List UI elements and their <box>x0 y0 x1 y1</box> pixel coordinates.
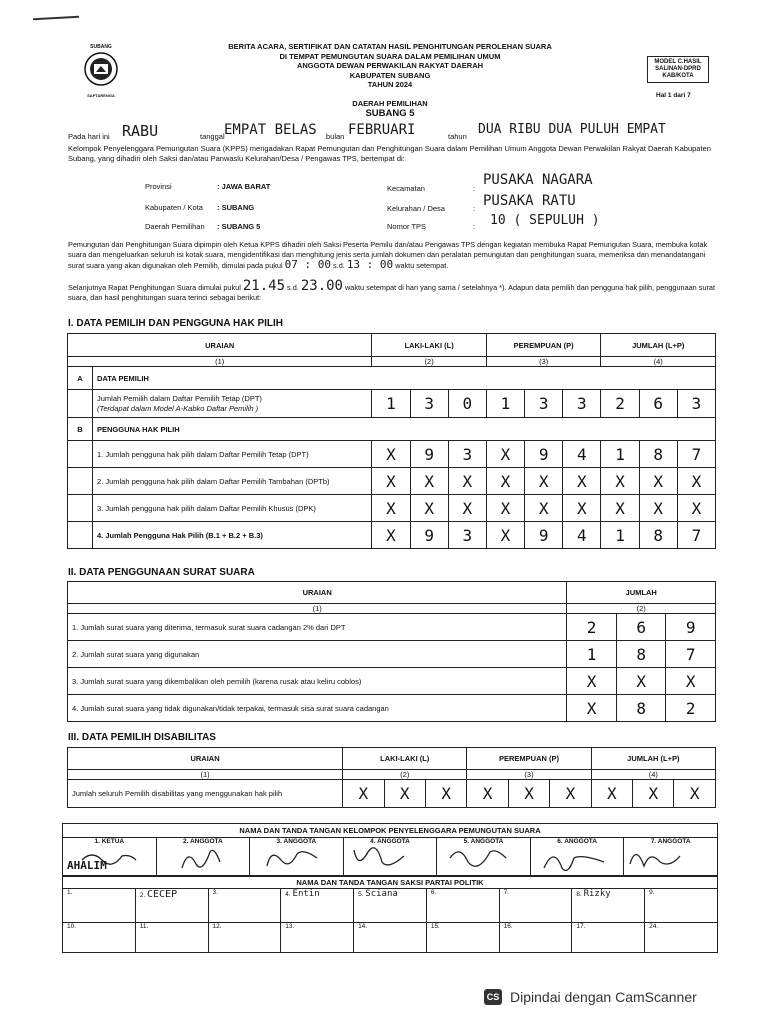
digit-cell: 9 <box>410 441 448 468</box>
saksi-slot <box>63 923 136 953</box>
digit-cell: 8 <box>639 441 677 468</box>
digit-cell: X <box>677 495 715 522</box>
row-b-title: PENGGUNA HAK PILIH <box>93 418 716 441</box>
intro-line <box>68 122 718 142</box>
saksi-slot <box>572 889 645 923</box>
saksi-num: 16. <box>503 923 513 930</box>
role-label: 3. ANGGOTA <box>250 838 344 876</box>
digit-cell: 4 <box>563 522 601 549</box>
loc-dapil-value: : SUBANG 5 <box>217 222 261 231</box>
digit-cell: X <box>550 780 591 808</box>
saksi-slot <box>354 923 427 953</box>
row-text: 4. Jumlah surat suara yang tidak digunakan/tidak terpakai, termasuk sisa surat suara cadangan <box>68 695 567 722</box>
digit-cell: 3 <box>677 390 715 418</box>
row-text: 1. Jumlah surat suara yang diterima, termasuk surat suara cadangan 2% dari DPT <box>68 614 567 641</box>
prov-label: Provinsi <box>145 182 172 191</box>
col-jumlah-2: JUMLAH <box>567 582 716 604</box>
intro-date: EMPAT BELAS <box>224 122 317 138</box>
logo-text-bottom: SAPTARENGA <box>87 93 115 98</box>
saksi-slot <box>645 923 718 953</box>
digit-cell: 3 <box>448 522 486 549</box>
role-label: 5. ANGGOTA <box>437 838 531 876</box>
row-text: 1. Jumlah pengguna hak pilih dalam Daftar Pemilih Tetap (DPT) <box>93 441 372 468</box>
col-laki-3: LAKI-LAKI (L) <box>343 748 467 770</box>
saksi-slot <box>645 889 718 923</box>
digit-cell: X <box>674 780 716 808</box>
count-tail: waktu setempat di hari yang sama / setelahnya *). Adapun data pemilih dan pengguna hak pilih, penggunaan surat suara, dan hasil penghitungan suara terinci sebagai berikut: <box>68 283 715 302</box>
saksi-num: 13. <box>285 923 295 930</box>
logo-text-top: SUBANG <box>90 44 112 50</box>
row-text: 2. Jumlah pengguna hak pilih dalam Daftar Pemilih Tambahan (DPTb) <box>93 468 372 495</box>
dapil-value: SUBANG 5 <box>365 107 415 119</box>
digit-cell: 8 <box>616 641 666 668</box>
sd-label: s.d. <box>333 261 345 270</box>
opening-paragraph <box>68 240 718 271</box>
digit-cell: X <box>633 780 674 808</box>
digit-cell: X <box>448 495 486 522</box>
digit-cell: X <box>591 780 632 808</box>
kel-value: PUSAKA RATU <box>483 193 576 209</box>
row-b-label: B <box>68 418 93 441</box>
count-paragraph <box>68 278 718 303</box>
digit-cell: 8 <box>639 522 677 549</box>
document-title <box>180 42 600 90</box>
digit-cell: X <box>601 495 639 522</box>
saksi-slot <box>572 923 645 953</box>
kab-label: Kabupaten / Kota <box>145 203 203 212</box>
col-perempuan-3: PEREMPUAN (P) <box>467 748 591 770</box>
saksi-title: NAMA DAN TANDA TANGAN SAKSI PARTAI POLITIK <box>63 877 718 889</box>
role-label: 6. ANGGOTA <box>530 838 624 876</box>
section-3-title: III. DATA PEMILIH DISABILITAS <box>68 732 216 743</box>
digit-cell: X <box>639 495 677 522</box>
saksi-name: Rizky <box>583 889 611 899</box>
role-label: 7. ANGGOTA <box>624 838 718 876</box>
opening-text: Pemungutan dan Penghitungan Suara dipimpin oleh Ketua KPPS dihadiri oleh Saksi Peserta Pemilu dan/atau Pengawas TPS dengan kegiatan membuka Rapat Pemungutan Suara, membuka kotak suara dan mengeluarkan seluruh isi kotak suara, mengidentifikasi dan menghitung jenis serta jumlah dokumen dan peralatan pemungutan dan penghitungan suara, memeriksa dan menandatangani surat suara yang akan digunakan oleh Pemilih, dimulai pada pukul <box>68 240 708 270</box>
saksi-slot <box>426 923 499 953</box>
digit-cell: 3 <box>410 390 448 418</box>
num-4: (4) <box>601 357 716 367</box>
row-text: 3. Jumlah pengguna hak pilih dalam Daftar Pemilih Khusus (DPK) <box>93 495 372 522</box>
digit-cell: 1 <box>601 441 639 468</box>
dapil-label: DAERAH PEMILIHAN <box>352 99 428 108</box>
col-uraian: URAIAN <box>68 334 372 357</box>
digit-cell: 3 <box>525 390 563 418</box>
col-uraian-2: URAIAN <box>68 582 567 604</box>
saksi-slot <box>135 923 208 953</box>
table-row <box>68 614 716 641</box>
saksi-num: 7. <box>503 889 510 896</box>
intro-paragraph: Kelompok Penyelenggara Pemungutan Suara (KPPS) mengadakan Rapat Pemungutan dan Penghitungan Suara dalam Pemilihan Umum Anggota Dewan Perwakilan Rakyat Daerah Kabupaten Subang, yang dihadiri oleh Saksi dan/atau Panwaslu Kelurahan/Desa / Pengawas TPS, bertempat di: <box>68 144 711 163</box>
dpt-row <box>68 390 716 418</box>
table-data-pemilih <box>67 333 716 549</box>
saksi-num: 3. <box>212 889 218 896</box>
digit-cell: X <box>410 468 448 495</box>
digit-cell: X <box>448 468 486 495</box>
signature-7 <box>630 854 680 866</box>
digit-cell: 7 <box>677 522 715 549</box>
saksi-num: 24. <box>649 923 659 930</box>
count-start: 21.45 <box>242 278 286 294</box>
digit-cell: 6 <box>639 390 677 418</box>
saksi-num: 9. <box>649 889 655 896</box>
dpt-note: (Terdapat dalam Model A-Kabko Daftar Pemilih ) <box>97 403 259 413</box>
digit-cell: 1 <box>601 522 639 549</box>
table-row <box>68 522 716 549</box>
saksi-slot <box>499 889 572 923</box>
waktu-label: waktu setempat. <box>395 261 449 270</box>
model-box: MODEL C.HASIL SALINAN-DPRD KAB/KOTA <box>647 56 709 83</box>
digit-cell: X <box>601 468 639 495</box>
saksi-slot <box>354 889 427 923</box>
digit-cell: 0 <box>448 390 486 418</box>
col-uraian-3: URAIAN <box>68 748 343 770</box>
digit-cell: 2 <box>567 614 617 641</box>
digit-cell: X <box>372 495 410 522</box>
digit-cell: 1 <box>372 390 410 418</box>
title-line-1: BERITA ACARA, SERTIFIKAT DAN CATATAN HASIL PENGHITUNGAN PEROLEHAN SUARA <box>228 42 552 51</box>
digit-cell: X <box>508 780 549 808</box>
intro-year: DUA RIBU DUA PULUH EMPAT <box>478 122 666 137</box>
row-a-label: A <box>68 367 93 390</box>
digit-cell: 7 <box>677 441 715 468</box>
saksi-num: 2. <box>139 892 146 899</box>
signature-3 <box>267 852 317 866</box>
num-3-3: (3) <box>467 770 591 780</box>
scan-mark <box>33 16 79 20</box>
start-time: 07 : 00 <box>284 258 331 271</box>
kec-value: PUSAKA NAGARA <box>483 172 593 188</box>
digit-cell: 9 <box>525 441 563 468</box>
role-label: 4. ANGGOTA <box>343 838 437 876</box>
loc-dapil-label: Daerah Pemilihan <box>145 222 205 231</box>
digit-cell: X <box>486 441 524 468</box>
table-disabilitas <box>67 747 716 808</box>
num-1: (1) <box>68 357 372 367</box>
digit-cell: X <box>567 668 617 695</box>
intro-label-hari: Pada hari ini <box>68 132 110 141</box>
camscanner-icon: CS <box>484 989 502 1005</box>
saksi-slot <box>208 923 281 953</box>
table-row <box>68 495 716 522</box>
table-row <box>68 441 716 468</box>
saksi-num: 17. <box>576 923 586 930</box>
intro-day: RABU <box>122 122 159 140</box>
kpps-signatures <box>62 838 718 878</box>
digit-cell: 7 <box>666 641 716 668</box>
digit-cell: X <box>372 441 410 468</box>
kec-label: Kecamatan <box>387 184 425 193</box>
tps-value: 10 ( SEPULUH ) <box>490 213 600 228</box>
digit-cell: X <box>372 468 410 495</box>
saksi-num: 11. <box>139 923 149 930</box>
digit-cell: X <box>486 468 524 495</box>
saksi-num: 5. <box>358 891 364 898</box>
saksi-num: 6. <box>430 889 437 896</box>
location-block: Provinsi : JAWA BARAT Kabupaten / Kota : SUBANG Daerah Pemilihan : SUBANG 5 Kecamatan : PUSAKA NAGARA Kelurahan / Desa : PUSAKA RATU Nomor TPS : 10 ( SEPULUH ) <box>145 172 600 231</box>
digit-cell: 4 <box>563 441 601 468</box>
kab-value: : SUBANG <box>217 203 255 212</box>
saksi-num: 10. <box>67 923 77 930</box>
saksi-num: 1. <box>67 889 73 896</box>
camscanner-footer <box>478 983 756 1013</box>
saksi-name: Entin <box>292 889 320 899</box>
row-a-title: DATA PEMILIH <box>93 367 716 390</box>
saksi-slot <box>281 923 354 953</box>
row-text: 4. Jumlah Pengguna Hak Pilih (B.1 + B.2 + B.3) <box>93 522 372 549</box>
role-label: 2. ANGGOTA <box>156 838 250 876</box>
prov-value: : JAWA BARAT <box>217 182 271 191</box>
saksi-name: Sciana <box>365 889 398 899</box>
saksi-num: 14. <box>358 923 368 930</box>
saksi-slot <box>499 923 572 953</box>
signature-1 <box>82 855 136 864</box>
kpu-emblem-icon <box>84 50 118 88</box>
digit-cell: 1 <box>567 641 617 668</box>
digit-cell: X <box>563 495 601 522</box>
saksi-num: 8. <box>576 891 582 898</box>
kpu-logo <box>80 44 122 106</box>
digit-cell: 2 <box>601 390 639 418</box>
title-line-4: KABUPATEN SUBANG <box>349 70 431 80</box>
signature-5 <box>450 851 506 866</box>
section-2-title: II. DATA PENGGUNAAN SURAT SUARA <box>68 567 255 578</box>
digit-cell: X <box>525 468 563 495</box>
digit-cell: X <box>410 495 448 522</box>
role-label: 1. KETUA <box>94 838 125 845</box>
signature-6 <box>544 857 604 871</box>
table-row <box>68 780 716 808</box>
table-row <box>68 641 716 668</box>
digit-cell: 9 <box>666 614 716 641</box>
table-row <box>68 695 716 722</box>
col-jumlah-3: JUMLAH (L+P) <box>591 748 715 770</box>
saksi-slot <box>208 889 281 923</box>
num-3: (3) <box>486 357 601 367</box>
row-text: 2. Jumlah surat suara yang digunakan <box>68 641 567 668</box>
title-line-2: DI TEMPAT PEMUNGUTAN SUARA DALAM PEMILIHAN UMUM <box>279 51 501 61</box>
count-end: 23.00 <box>300 278 343 294</box>
digit-cell: 3 <box>563 390 601 418</box>
col-laki: LAKI-LAKI (L) <box>372 334 487 357</box>
dpt-text: Jumlah Pemilih dalam Daftar Pemilih Tetap (DPT) <box>97 393 262 403</box>
table-row <box>68 468 716 495</box>
intro-month: FEBRUARI <box>348 122 416 138</box>
digit-cell: X <box>639 468 677 495</box>
digit-cell: 1 <box>486 390 524 418</box>
digit-cell: X <box>666 668 716 695</box>
ketua-name: AHALIM <box>67 859 107 872</box>
num-2: (2) <box>372 357 487 367</box>
digit-cell: X <box>425 780 466 808</box>
saksi-name: CECEP <box>147 889 178 900</box>
section-1-title: I. DATA PEMILIH DAN PENGGUNA HAK PILIH <box>68 318 283 329</box>
camscanner-text: Dipindai dengan CamScanner <box>510 989 697 1005</box>
digit-cell: X <box>563 468 601 495</box>
digit-cell: 8 <box>616 695 666 722</box>
intro-label-tanggal: tanggal <box>200 132 225 141</box>
intro-label-bulan: bulan <box>326 132 345 141</box>
intro-label-tahun: tahun <box>448 132 467 141</box>
title-line-3: ANGGOTA DEWAN PERWAKILAN RAKYAT DAERAH <box>296 61 484 70</box>
end-time: 13 : 00 <box>346 258 394 271</box>
digit-cell: X <box>567 695 617 722</box>
num-4-3: (4) <box>591 770 715 780</box>
digit-cell: X <box>616 668 666 695</box>
saksi-slot <box>135 889 208 923</box>
digit-cell: X <box>384 780 425 808</box>
row-text: Jumlah seluruh Pemilih disabilitas yang menggunakan hak pilih <box>68 780 343 808</box>
kpps-title: NAMA DAN TANDA TANGAN KELOMPOK PENYELENGGARA PEMUNGUTAN SUARA <box>63 824 718 838</box>
kel-label: Kelurahan / Desa <box>387 204 445 213</box>
digit-cell: 9 <box>410 522 448 549</box>
count-label: Selanjutnya Rapat Penghitungan Suara dimulai pukul <box>68 283 241 292</box>
col-perempuan: PEREMPUAN (P) <box>486 334 601 357</box>
digit-cell: 9 <box>525 522 563 549</box>
saksi-slot <box>426 889 499 923</box>
page-number: Hal 1 dari 7 <box>656 92 691 99</box>
saksi-num: 12. <box>212 923 222 930</box>
saksi-num: 4. <box>285 891 291 898</box>
digit-cell: X <box>525 495 563 522</box>
num-2-2: (2) <box>567 604 716 614</box>
saksi-slot <box>281 889 354 923</box>
signature-2 <box>182 850 220 868</box>
num-1-2: (1) <box>68 604 567 614</box>
saksi-num: 15. <box>430 923 440 930</box>
digit-cell: 2 <box>666 695 716 722</box>
num-2-3: (2) <box>343 770 467 780</box>
tps-label: Nomor TPS <box>387 222 427 231</box>
col-jumlah: JUMLAH (L+P) <box>601 334 716 357</box>
digit-cell: X <box>372 522 410 549</box>
digit-cell: 3 <box>448 441 486 468</box>
count-sd: s.d. <box>287 283 299 292</box>
signature-4 <box>354 848 404 865</box>
dapil-header <box>180 99 600 118</box>
digit-cell: X <box>486 522 524 549</box>
digit-cell: X <box>486 495 524 522</box>
num-1-3: (1) <box>68 770 343 780</box>
row-text: 3. Jumlah surat suara yang dikembalikan oleh pemilih (karena rusak atau keliru coblos) <box>68 668 567 695</box>
digit-cell: X <box>467 780 508 808</box>
saksi-slot <box>63 889 136 923</box>
digit-cell: X <box>343 780 384 808</box>
digit-cell: 6 <box>616 614 666 641</box>
title-line-5: TAHUN 2024 <box>367 80 413 89</box>
table-row <box>68 668 716 695</box>
digit-cell: X <box>677 468 715 495</box>
table-saksi <box>62 876 718 953</box>
table-surat-suara <box>67 581 716 722</box>
